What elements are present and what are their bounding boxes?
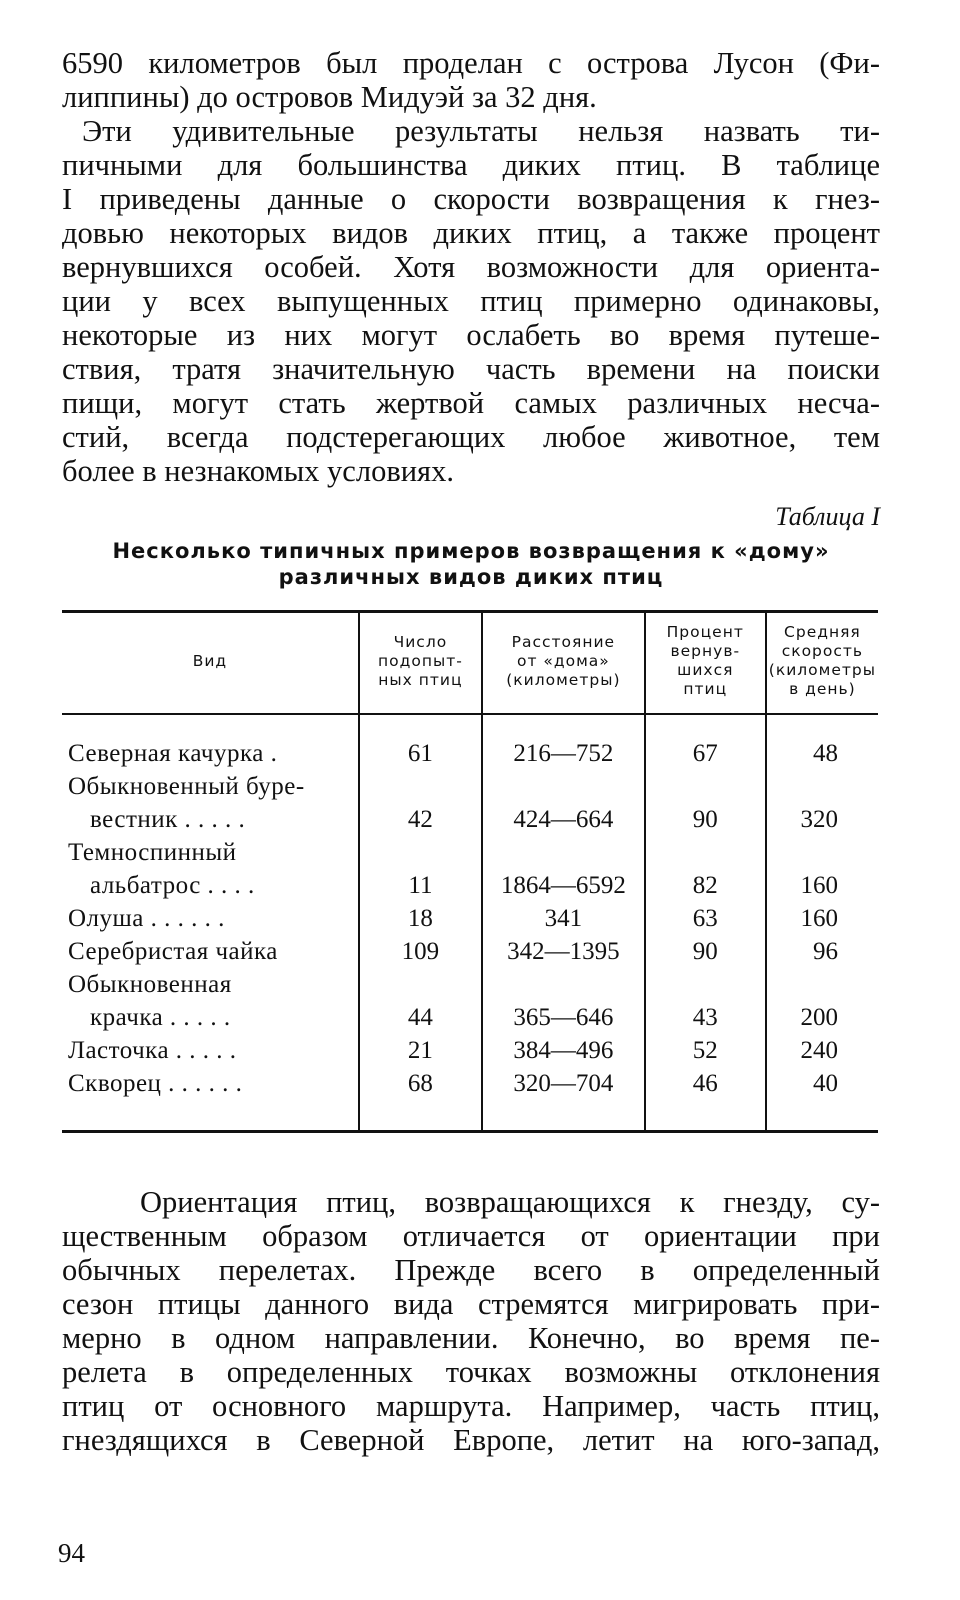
cell-speed: 40	[766, 1067, 878, 1100]
cell-distance	[482, 836, 645, 869]
cell-count: 109	[359, 935, 482, 968]
cell-species: Обыкновенный буре-	[68, 773, 305, 800]
cell-percent	[645, 770, 766, 803]
table-row	[62, 869, 878, 902]
header-line: в день)	[789, 680, 856, 698]
header-line: шихся	[677, 661, 734, 679]
paragraph-2	[62, 114, 880, 488]
cell-percent: 90	[645, 803, 766, 836]
cell-distance	[482, 968, 645, 1001]
cell-count: 11	[359, 869, 482, 902]
page	[62, 46, 880, 1457]
header-percent	[645, 612, 766, 715]
cell-count: 68	[359, 1067, 482, 1100]
cell-count: 21	[359, 1034, 482, 1067]
table-title-line: различных видов диких птиц	[278, 565, 664, 589]
text-line: вернувшихся особей. Хотя возможности для ориента-	[62, 250, 880, 284]
text-line: релета в определенных точках возможны отклонения	[62, 1355, 880, 1389]
table-label: Таблица I	[775, 502, 880, 531]
cell-percent: 82	[645, 869, 766, 902]
cell-distance: 320—704	[482, 1067, 645, 1100]
text-line: щественным образом отличается от ориентации при	[62, 1219, 880, 1253]
cell-percent	[645, 836, 766, 869]
header-line: вернув-	[670, 642, 741, 660]
table-row	[62, 935, 878, 968]
table-header-row	[62, 612, 878, 715]
cell-distance: 365—646	[482, 1001, 645, 1034]
table-body	[62, 714, 878, 1132]
text-line: I приведены данные о скорости возвращения к гнез-	[62, 182, 880, 216]
cell-distance: 424—664	[482, 803, 645, 836]
cell-percent: 63	[645, 902, 766, 935]
text-line: ции у всех выпущенных птиц примерно одинаковы,	[62, 284, 880, 318]
cell-count: 42	[359, 803, 482, 836]
cell-percent: 52	[645, 1034, 766, 1067]
text-line: 6590 километров был проделан с острова Лусон (Фи-	[62, 46, 880, 80]
cell-distance	[482, 770, 645, 803]
page-number: 94	[58, 1538, 85, 1568]
cell-species: Обыкновенная	[68, 971, 232, 998]
cell-count: 18	[359, 902, 482, 935]
cell-speed	[766, 968, 878, 1001]
header-count	[359, 612, 482, 715]
cell-distance: 384—496	[482, 1034, 645, 1067]
table-row	[62, 902, 878, 935]
text-line: ствия, тратя значительную часть времени на поиски	[62, 352, 880, 386]
header-line: (километры)	[506, 670, 621, 689]
data-table	[62, 610, 878, 1133]
cell-count: 44	[359, 1001, 482, 1034]
cell-species: Ласточка . . . . .	[68, 1037, 237, 1064]
cell-speed: 96	[766, 935, 878, 968]
header-line: ных птиц	[378, 670, 463, 689]
cell-speed	[766, 836, 878, 869]
table-row	[62, 836, 878, 869]
cell-species: Северная качурка .	[68, 740, 278, 767]
table-row	[62, 770, 878, 803]
cell-speed: 160	[766, 869, 878, 902]
text-line: Эти удивительные результаты нельзя назвать ти-	[82, 114, 880, 148]
table-row	[62, 1067, 878, 1100]
header-line: от «дома»	[516, 651, 610, 670]
header-line: Расстояние	[511, 632, 616, 651]
cell-distance: 1864—6592	[482, 869, 645, 902]
text-line: пищи, могут стать жертвой самых различных несча-	[62, 386, 880, 420]
cell-species: Серебристая чайка	[68, 938, 278, 965]
header-speed	[766, 612, 878, 715]
cell-percent: 43	[645, 1001, 766, 1034]
cell-distance: 341	[482, 902, 645, 935]
cell-speed	[766, 770, 878, 803]
text-line: гнездящихся в Северной Европе, летит на юго-запад,	[62, 1423, 880, 1457]
cell-species: Скворец . . . . . .	[68, 1070, 243, 1097]
cell-distance: 216—752	[482, 737, 645, 770]
text-line: обычных перелетах. Прежде всего в определенный	[62, 1253, 880, 1287]
table-row	[62, 737, 878, 770]
cell-species: вестник . . . . .	[90, 806, 246, 833]
cell-percent: 90	[645, 935, 766, 968]
text-line: более в незнакомых условиях.	[62, 454, 454, 488]
text-line: стий, всегда подстерегающих любое животное, тем	[62, 420, 880, 454]
header-line: Число	[393, 632, 448, 651]
cell-speed: 320	[766, 803, 878, 836]
cell-species: крачка . . . . .	[90, 1004, 231, 1031]
text-line: мерно в одном направлении. Конечно, во время пе-	[62, 1321, 880, 1355]
text-line: липпины) до островов Мидуэй за 32 дня.	[62, 80, 597, 114]
cell-species: Темноспинный	[68, 839, 237, 866]
cell-speed: 48	[766, 737, 878, 770]
header-line: (километры	[768, 661, 876, 679]
cell-count	[359, 968, 482, 1001]
paragraph-1	[62, 46, 880, 114]
cell-percent	[645, 968, 766, 1001]
cell-percent: 67	[645, 737, 766, 770]
table-row	[62, 1034, 878, 1067]
text-line: довью некоторых видов диких птиц, а также процент	[62, 216, 880, 250]
header-distance	[482, 612, 645, 715]
text-line: сезон птицы данного вида стремятся мигрировать при-	[62, 1287, 880, 1321]
table-title-line: Несколько типичных примеров возвращения к «дому»	[112, 539, 830, 563]
cell-speed: 160	[766, 902, 878, 935]
cell-distance: 342—1395	[482, 935, 645, 968]
cell-speed: 240	[766, 1034, 878, 1067]
header-line: подопыт-	[378, 651, 463, 670]
text-line: Ориентация птиц, возвращающихся к гнезду, су-	[140, 1185, 880, 1219]
cell-percent: 46	[645, 1067, 766, 1100]
table-row	[62, 803, 878, 836]
cell-species: Олуша . . . . . .	[68, 905, 225, 932]
cell-species: альбатрос . . . .	[90, 872, 255, 899]
table-title	[62, 538, 880, 590]
header-line: Процент	[666, 623, 744, 641]
cell-speed: 200	[766, 1001, 878, 1034]
table-row	[62, 1001, 878, 1034]
paragraph-3	[62, 1185, 880, 1457]
text-line: птиц от основного маршрута. Например, часть птиц,	[62, 1389, 880, 1423]
table-row	[62, 968, 878, 1001]
text-line: некоторые из них могут ослабеть во время путеше-	[62, 318, 880, 352]
cell-count	[359, 770, 482, 803]
header-species: Вид	[192, 651, 228, 670]
header-line: птиц	[683, 680, 728, 698]
header-line: Средняя	[784, 623, 861, 641]
text-line: пичными для большинства диких птиц. В таблице	[62, 148, 880, 182]
header-line: скорость	[781, 642, 864, 660]
cell-count: 61	[359, 737, 482, 770]
cell-count	[359, 836, 482, 869]
